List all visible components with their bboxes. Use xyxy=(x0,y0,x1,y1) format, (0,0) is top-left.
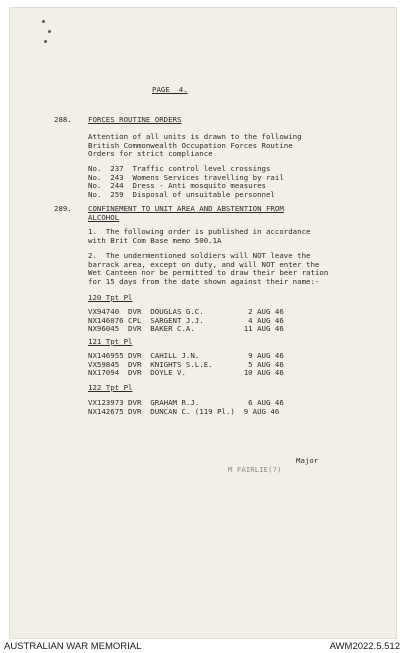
page-label: PAGE 4. xyxy=(152,85,188,94)
soldier-row: VX94740 DVR DOUGLAS G.C. 2 AUG 46 xyxy=(88,307,284,316)
group-120-rows xyxy=(88,308,284,334)
pin-hole xyxy=(48,30,51,33)
section-289-para1 xyxy=(88,228,310,245)
pin-hole xyxy=(44,40,47,43)
text-line: 1. The following order is published in accordance xyxy=(88,227,311,236)
section-number-288: 288. xyxy=(54,115,72,124)
soldier-row: NX146955 DVR CAHILL J.N. 9 AUG 46 xyxy=(88,351,284,360)
order-line: No. 243 Womens Services travelling by rail xyxy=(88,172,284,182)
pin-hole xyxy=(42,20,45,23)
text-line: Wet Canteen nor be permitted to draw their beer ration xyxy=(88,268,329,278)
heading-line: CONFINEMENT TO UNIT AREA AND ABSTENTION FROM xyxy=(88,204,284,213)
section-number-289: 289. xyxy=(54,204,72,213)
soldier-row: NX142675 DVR DUNCAN C. (119 Pl.) 9 AUG 46 xyxy=(88,406,280,416)
group-title-122: 122 Tpt Pl xyxy=(88,383,133,392)
section-heading-289 xyxy=(88,205,284,222)
text-line: Attention of all units is drawn to the following xyxy=(88,132,302,141)
group-122-rows xyxy=(88,399,284,416)
text-line: 2. The undermentioned soldiers will NOT leave the xyxy=(88,251,311,260)
signature-name: M FAIRLIE(?) xyxy=(228,465,282,474)
footer-accession-number: AWM2022.5.512 xyxy=(329,641,400,652)
order-line: No. 244 Dress - Anti mosquito measures xyxy=(88,181,266,191)
signature-rank: Major xyxy=(296,456,319,465)
group-title-120: 120 Tpt Pl xyxy=(88,293,133,302)
soldier-row: NX146076 CPL SARGENT J.J. 4 AUG 46 xyxy=(88,315,284,325)
soldier-row: VX123973 DVR GRAHAM R.J. 6 AUG 46 xyxy=(88,398,284,407)
section-288-intro xyxy=(88,133,302,159)
group-title-121: 121 Tpt Pl xyxy=(88,337,133,346)
text-line: for 15 days from the date shown against their name:- xyxy=(88,276,320,286)
group-121-rows xyxy=(88,352,284,378)
text-line: British Commonwealth Occupation Forces Routine xyxy=(88,140,293,150)
text-line: barrack area, except on duty, and will NOT enter the xyxy=(88,259,320,269)
section-heading-288: FORCES ROUTINE ORDERS xyxy=(88,115,182,124)
order-line: No. 237 Traffic control level crossings xyxy=(88,164,271,173)
soldier-row: NX17094 DVR DOYLE V. 10 AUG 46 xyxy=(88,368,284,378)
footer-source: AUSTRALIAN WAR MEMORIAL xyxy=(4,641,142,652)
text-line: Orders for strict compliance xyxy=(88,149,213,159)
order-line: No. 259 Disposal of unsuitable personnel xyxy=(88,189,275,199)
soldier-row: VX59845 DVR KNIGHTS S.L.E. 5 AUG 46 xyxy=(88,359,284,369)
text-line: with Brit Com Base memo 500.1A xyxy=(88,235,222,245)
soldier-row: NX96045 DVR BAKER C.A. 11 AUG 46 xyxy=(88,324,284,334)
heading-line: ALCOHOL xyxy=(88,212,120,222)
section-289-para2 xyxy=(88,252,328,286)
section-288-orders xyxy=(88,165,284,199)
